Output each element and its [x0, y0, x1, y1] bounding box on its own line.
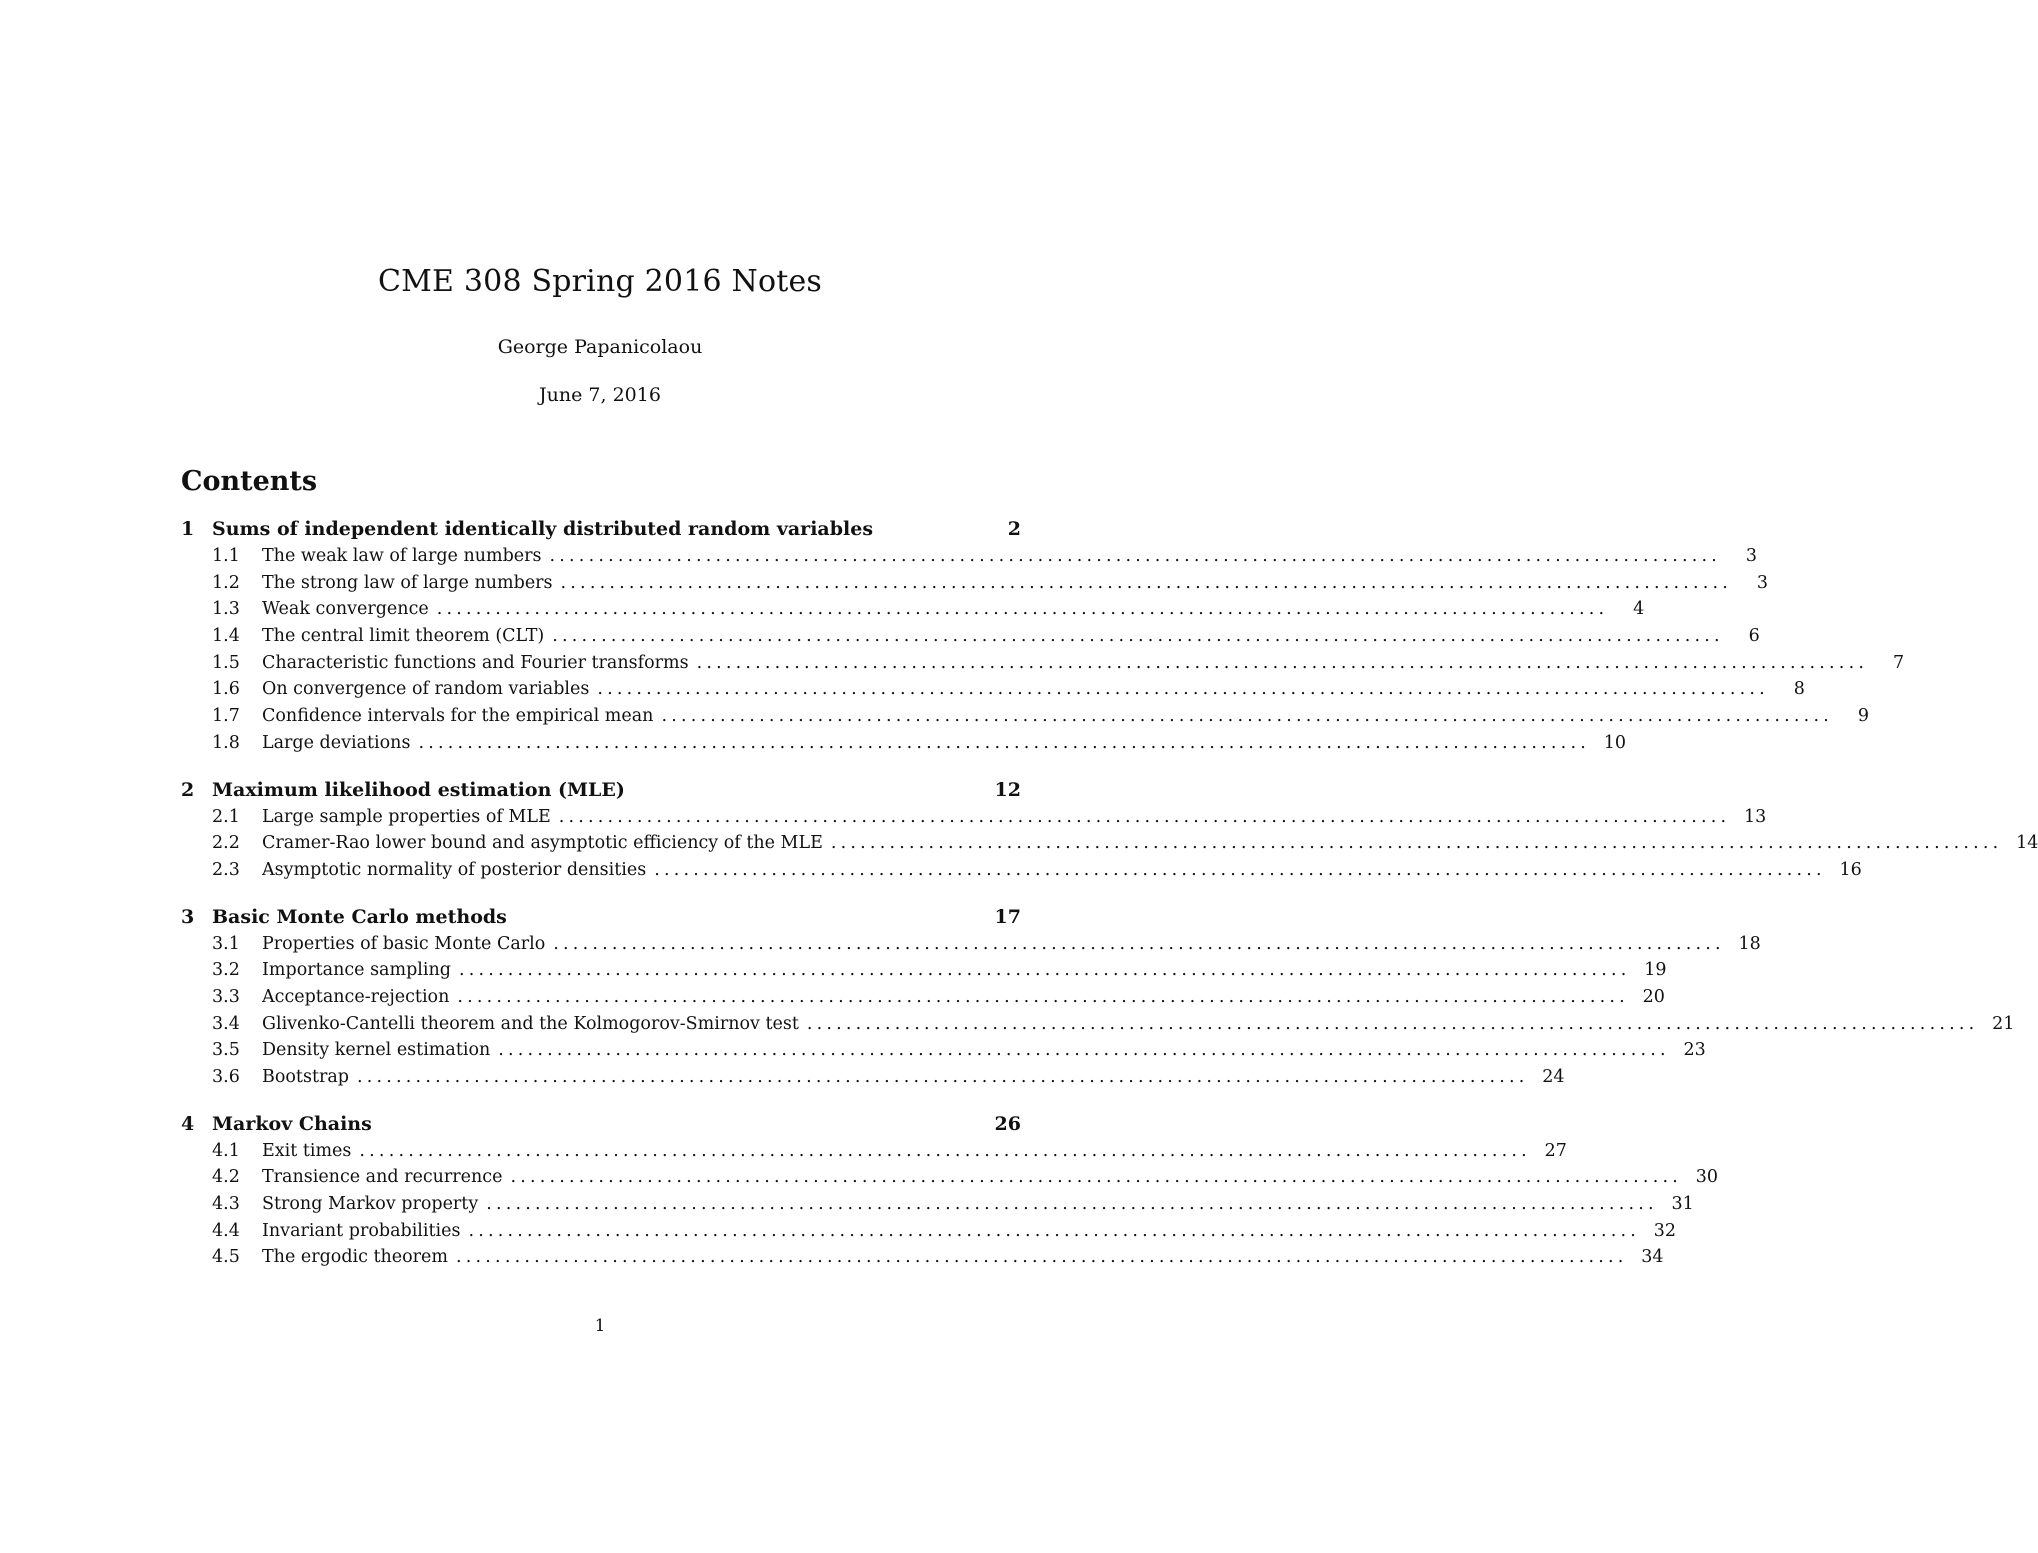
section-page: 26 — [994, 1112, 1021, 1135]
dot-leader: ........................................................................................................................ — [597, 679, 1769, 700]
subsection-number: 1.2 — [212, 572, 240, 593]
section-title: Sums of independent identically distributed random variables — [212, 518, 874, 540]
toc-subsection-entry[interactable] — [181, 1013, 2015, 1041]
subsection-page: 14 — [2016, 833, 2038, 854]
subsection-page: 13 — [1743, 806, 1767, 827]
section-page: 2 — [1007, 518, 1021, 540]
subsection-number: 1.3 — [212, 599, 240, 620]
subsection-number: 1.8 — [212, 732, 240, 753]
subsection-number: 1.1 — [212, 546, 240, 566]
subsection-title: Characteristic functions and Fourier transforms — [262, 652, 689, 673]
subsection-title: The strong law of large numbers — [262, 572, 553, 593]
subsection-title: Importance sampling — [262, 960, 451, 981]
subsection-title: Exit times — [262, 1140, 352, 1161]
section-number: 3 — [181, 905, 195, 928]
subsection-title: On convergence of random variables — [262, 679, 590, 700]
subsection-number: 4.1 — [212, 1140, 240, 1161]
dot-leader: ........................................................................................................................ — [356, 1067, 1529, 1087]
subsection-number: 4.3 — [212, 1194, 240, 1215]
subsection-page: 30 — [1695, 1167, 1718, 1188]
toc-subsection-entry[interactable] — [181, 706, 1869, 733]
subsection-page: 19 — [1644, 960, 1667, 981]
subsection-number: 3.6 — [212, 1067, 240, 1087]
toc-section — [181, 778, 2038, 887]
toc-subsection-entry[interactable] — [181, 859, 1862, 887]
subsection-page: 27 — [1544, 1140, 1567, 1161]
dot-leader: ........................................................................................................................ — [661, 706, 1833, 727]
dot-leader: ........................................................................................................................ — [468, 1220, 1640, 1241]
toc-subsection-entry[interactable] — [181, 732, 1626, 760]
dot-leader: ........................................................................................................................ — [418, 732, 1590, 753]
subsection-title: Invariant probabilities — [262, 1220, 461, 1241]
toc-subsection-entry[interactable] — [181, 806, 1767, 834]
subsection-page: 34 — [1641, 1247, 1664, 1268]
subsection-number: 3.3 — [212, 986, 240, 1007]
dot-leader: ........................................................................................................................ — [458, 960, 1631, 981]
dot-leader: ........................................................................................................................ — [498, 1040, 1670, 1061]
dot-leader: ........................................................................................................................ — [510, 1167, 1682, 1188]
subsection-number: 1.7 — [212, 706, 240, 727]
toc-subsection-entry[interactable] — [181, 960, 1667, 987]
document-date: June 7, 2016 — [539, 384, 661, 406]
toc-section-entry[interactable] — [181, 518, 1021, 546]
subsection-title: Confidence intervals for the empirical mean — [262, 706, 654, 727]
dot-leader: ........................................................................................................................ — [486, 1194, 1658, 1215]
subsection-number: 2.1 — [212, 806, 240, 827]
subsection-number: 1.5 — [212, 652, 240, 673]
subsection-page: 23 — [1683, 1040, 1706, 1061]
dot-leader: ........................................................................................................................ — [654, 859, 1826, 880]
dot-leader: ........................................................................................................................ — [830, 833, 2003, 854]
toc-subsection-entry[interactable] — [181, 1220, 1676, 1248]
dot-leader: ........................................................................................................................ — [806, 1013, 1979, 1034]
toc-section-entry[interactable] — [181, 779, 1021, 807]
dot-leader: ........................................................................................................................ — [552, 626, 1724, 647]
toc-subsection-entry[interactable] — [181, 1067, 1565, 1094]
toc-subsection-entry[interactable] — [181, 652, 1905, 680]
table-of-contents — [181, 518, 2038, 1293]
subsection-page: 18 — [1738, 933, 1761, 954]
subsection-number: 4.5 — [212, 1247, 240, 1268]
section-title: Markov Chains — [212, 1112, 372, 1135]
subsection-page: 32 — [1653, 1220, 1676, 1241]
subsection-title: Density kernel estimation — [262, 1040, 491, 1061]
subsection-page: 3 — [1745, 546, 1758, 566]
section-number: 2 — [181, 778, 195, 801]
dot-leader: ........................................................................................................................ — [456, 1247, 1628, 1268]
subsection-page: 24 — [1542, 1067, 1565, 1087]
section-page: 12 — [994, 778, 1021, 801]
toc-subsection-entry[interactable] — [181, 833, 2038, 860]
subsection-title: Asymptotic normality of posterior densities — [262, 859, 647, 880]
subsection-title: Large deviations — [262, 732, 411, 753]
subsection-title: The ergodic theorem — [262, 1247, 448, 1268]
subsection-number: 3.4 — [212, 1013, 240, 1034]
section-title: Maximum likelihood estimation (MLE) — [212, 778, 625, 801]
toc-section-entry[interactable] — [181, 906, 1021, 934]
subsection-page: 8 — [1793, 679, 1805, 700]
subsection-page: 6 — [1748, 626, 1760, 647]
contents-heading: Contents — [181, 466, 318, 497]
subsection-number: 1.6 — [212, 679, 240, 700]
dot-leader: ........................................................................................................................ — [558, 806, 1731, 827]
toc-subsection-entry[interactable] — [181, 599, 1645, 626]
subsection-page: 4 — [1633, 599, 1645, 620]
subsection-title: Bootstrap — [262, 1067, 349, 1087]
dot-leader: ........................................................................................................................ — [359, 1140, 1531, 1161]
toc-subsection-entry[interactable] — [181, 1140, 1567, 1168]
dot-leader: ........................................................................................................................ — [457, 986, 1629, 1007]
toc-subsection-entry[interactable] — [181, 1194, 1694, 1221]
section-number: 1 — [181, 518, 195, 540]
subsection-page: 16 — [1839, 859, 1862, 880]
subsection-number: 3.1 — [212, 933, 240, 954]
toc-subsection-entry[interactable] — [181, 679, 1805, 706]
document-title: CME 308 Spring 2016 Notes — [377, 264, 823, 299]
subsection-page: 9 — [1857, 706, 1869, 727]
subsection-title: The weak law of large numbers — [262, 546, 542, 566]
dot-leader: ........................................................................................................................ — [436, 599, 1609, 620]
subsection-title: Cramer-Rao lower bound and asymptotic efficiency of the MLE — [262, 833, 823, 854]
dot-leader: ........................................................................................................................ — [696, 652, 1869, 673]
toc-subsection-entry[interactable] — [181, 546, 1758, 573]
toc-section — [181, 1112, 1718, 1274]
section-number: 4 — [181, 1112, 195, 1135]
subsection-number: 3.2 — [212, 960, 240, 981]
subsection-title: Acceptance-rejection — [262, 986, 450, 1007]
subsection-title: Strong Markov property — [262, 1194, 479, 1215]
toc-subsection-entry[interactable] — [181, 1167, 1718, 1194]
toc-subsection-entry[interactable] — [181, 986, 1665, 1014]
subsection-number: 4.4 — [212, 1220, 240, 1241]
subsection-title: Properties of basic Monte Carlo — [262, 933, 546, 954]
section-title: Basic Monte Carlo methods — [212, 905, 507, 928]
dot-leader: ........................................................................................................................ — [553, 933, 1725, 954]
subsection-page: 10 — [1603, 732, 1626, 753]
toc-subsection-entry[interactable] — [181, 1040, 1706, 1067]
dot-leader: ........................................................................................................................ — [560, 572, 1733, 593]
subsection-title: Transience and recurrence — [262, 1167, 503, 1188]
toc-section-entry[interactable] — [181, 1113, 1021, 1141]
subsection-title: The central limit theorem (CLT) — [262, 626, 545, 647]
toc-section — [181, 905, 2015, 1094]
subsection-page: 31 — [1671, 1194, 1694, 1215]
subsection-number: 2.2 — [212, 833, 240, 854]
toc-section — [181, 518, 1905, 760]
subsection-page: 21 — [1992, 1013, 2015, 1034]
subsection-title: Weak convergence — [262, 599, 429, 620]
subsection-title: Large sample properties of MLE — [262, 806, 551, 827]
dot-leader: ........................................................................................................................ — [549, 546, 1722, 566]
toc-subsection-entry[interactable] — [181, 933, 1761, 961]
toc-subsection-entry[interactable] — [181, 1247, 1664, 1274]
subsection-number: 1.4 — [212, 626, 240, 647]
document-author: George Papanicolaou — [497, 336, 703, 358]
subsection-number: 3.5 — [212, 1040, 240, 1061]
subsection-page: 20 — [1642, 986, 1665, 1007]
subsection-page: 7 — [1892, 652, 1905, 673]
subsection-number: 4.2 — [212, 1167, 240, 1188]
subsection-number: 2.3 — [212, 859, 240, 880]
page-number: 1 — [594, 1316, 606, 1336]
section-page: 17 — [994, 905, 1021, 928]
toc-subsection-entry[interactable] — [181, 572, 1769, 600]
subsection-title: Glivenko-Cantelli theorem and the Kolmogorov-Smirnov test — [262, 1013, 799, 1034]
toc-subsection-entry[interactable] — [181, 626, 1760, 653]
subsection-page: 3 — [1756, 572, 1769, 593]
